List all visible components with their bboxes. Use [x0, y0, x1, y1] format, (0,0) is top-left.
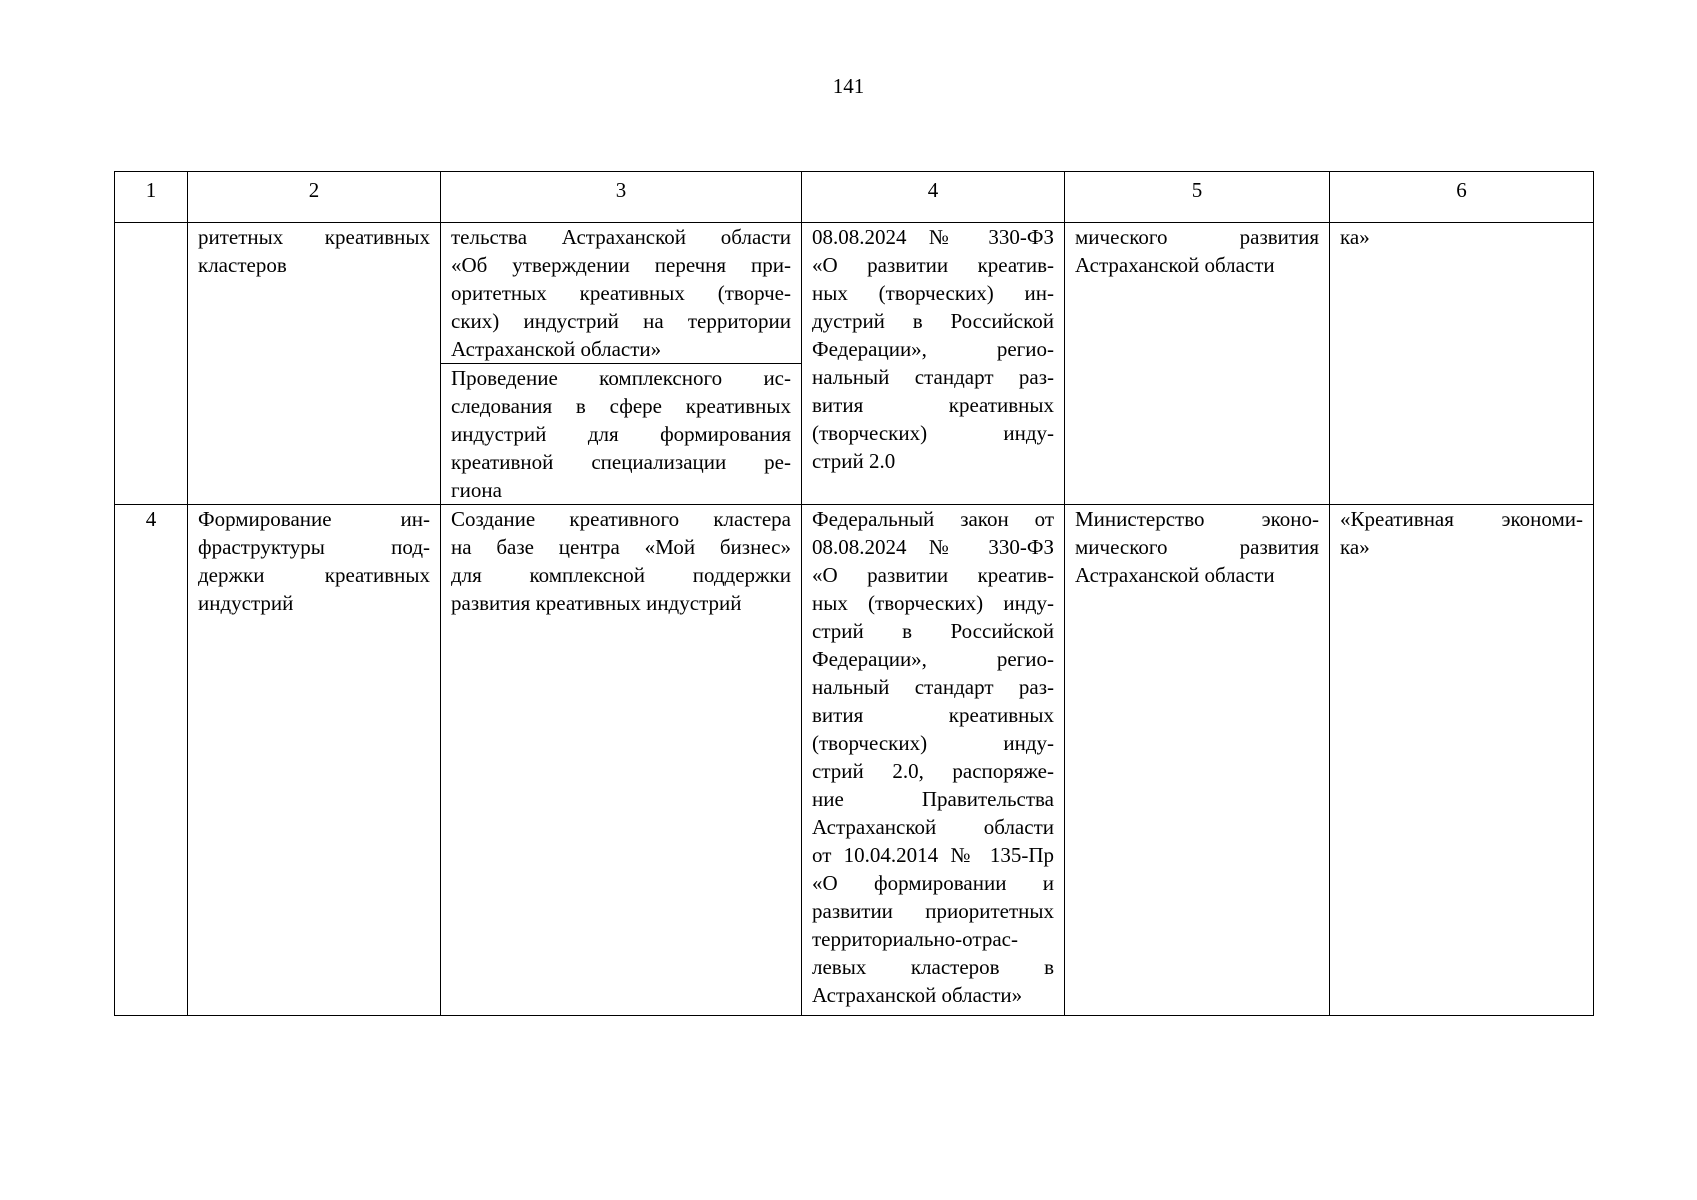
text-line: нальный стандарт раз- [812, 365, 1054, 389]
measure-cell [441, 223, 802, 505]
text-line: Астраханской области [1075, 253, 1275, 277]
project-cell [1330, 505, 1594, 1016]
column-number-4: 4 [802, 172, 1065, 223]
table-row-4 [115, 505, 1594, 1016]
measure-cell [441, 505, 802, 1016]
text-line: нальный стандарт раз- [812, 675, 1054, 699]
text-line: креативной специализации ре- [451, 450, 791, 474]
text-line: (творческих) инду- [812, 421, 1054, 445]
text-line: Федерации», регио- [812, 647, 1054, 671]
executor-cell [1065, 505, 1330, 1016]
legal-basis-cell [802, 223, 1065, 505]
column-number-row [115, 172, 1594, 223]
text-line: стрий 2.0, распоряже- [812, 759, 1054, 783]
legal-basis-cell [802, 505, 1065, 1016]
text-line: ских) индустрий на территории [451, 309, 791, 333]
text-line: «О формировании и [812, 871, 1054, 895]
text-line: Астраханской области [812, 815, 1054, 839]
text-line: на базе центра «Мой бизнес» [451, 535, 791, 559]
text-line: мического развития [1075, 225, 1319, 249]
text-line: Астраханской области» [451, 337, 662, 361]
text-line: следования в сфере креативных [451, 394, 791, 418]
text-line: индустрий [198, 591, 294, 615]
task-cell [188, 505, 441, 1016]
text-line: территориально-отрас- [812, 927, 1018, 951]
text-line: «О развитии креатив- [812, 563, 1054, 587]
text-line: «Креативная экономи- [1340, 507, 1583, 531]
column-number-6: 6 [1330, 172, 1594, 223]
page-number: 141 [832, 74, 865, 98]
text-line: для комплексной поддержки [451, 563, 791, 587]
column-number-5: 5 [1065, 172, 1330, 223]
text-line: держки креативных [198, 563, 430, 587]
task-cell [188, 223, 441, 505]
text-line: Создание креативного кластера [451, 507, 791, 531]
text-line: «Об утверждении перечня при- [451, 253, 791, 277]
executor-cell [1065, 223, 1330, 505]
text-line: стрий 2.0 [812, 449, 896, 473]
text-line: Федерации», регио- [812, 337, 1054, 361]
row-number-cell [115, 223, 188, 505]
column-number-1: 1 [115, 172, 188, 223]
text-line: ние Правительства [812, 787, 1054, 811]
text-line: гиона [451, 478, 502, 502]
text-line: ка» [1340, 535, 1370, 559]
text-line: развитии приоритетных [812, 899, 1054, 923]
text-line: кластеров [198, 253, 287, 277]
text-line: вития креативных [812, 703, 1054, 727]
text-line: Формирование ин- [198, 507, 430, 531]
text-line: развития креативных индустрий [451, 591, 742, 615]
table-row-continued [115, 223, 1594, 505]
measure-item-2 [441, 364, 801, 504]
text-line: дустрий в Российской [812, 309, 1054, 333]
measure-item-1 [441, 223, 801, 364]
text-line: индустрий для формирования [451, 422, 791, 446]
text-line: вития креативных [812, 393, 1054, 417]
text-line: Министерство эконо- [1075, 507, 1319, 531]
text-line: ритетных креативных [198, 225, 430, 249]
text-line: Проведение комплексного ис- [451, 366, 791, 390]
text-line: тельства Астраханской области [451, 225, 791, 249]
column-number-3: 3 [441, 172, 802, 223]
text-line: мического развития [1075, 535, 1319, 559]
text-line: стрий в Российской [812, 619, 1054, 643]
text-line: (творческих) инду- [812, 731, 1054, 755]
text-line: 08.08.2024 № 330-ФЗ [812, 535, 1054, 559]
text-line: Федеральный закон от [812, 507, 1054, 531]
text-line: 08.08.2024 № 330-ФЗ [812, 225, 1054, 249]
text-line: левых кластеров в [812, 955, 1054, 979]
program-table [114, 171, 1594, 1016]
text-line: оритетных креативных (творче- [451, 281, 791, 305]
text-line: ных (творческих) инду- [812, 591, 1054, 615]
text-line: фраструктуры под- [198, 535, 430, 559]
project-cell [1330, 223, 1594, 505]
text-line: ных (творческих) ин- [812, 281, 1054, 305]
text-line: «О развитии креатив- [812, 253, 1054, 277]
text-line: Астраханской области [1075, 563, 1275, 587]
row-number-cell: 4 [115, 505, 188, 1016]
text-line: от 10.04.2014 № 135-Пр [812, 843, 1054, 867]
text-line: ка» [1340, 225, 1370, 249]
text-line: Астраханской области» [812, 983, 1023, 1007]
column-number-2: 2 [188, 172, 441, 223]
